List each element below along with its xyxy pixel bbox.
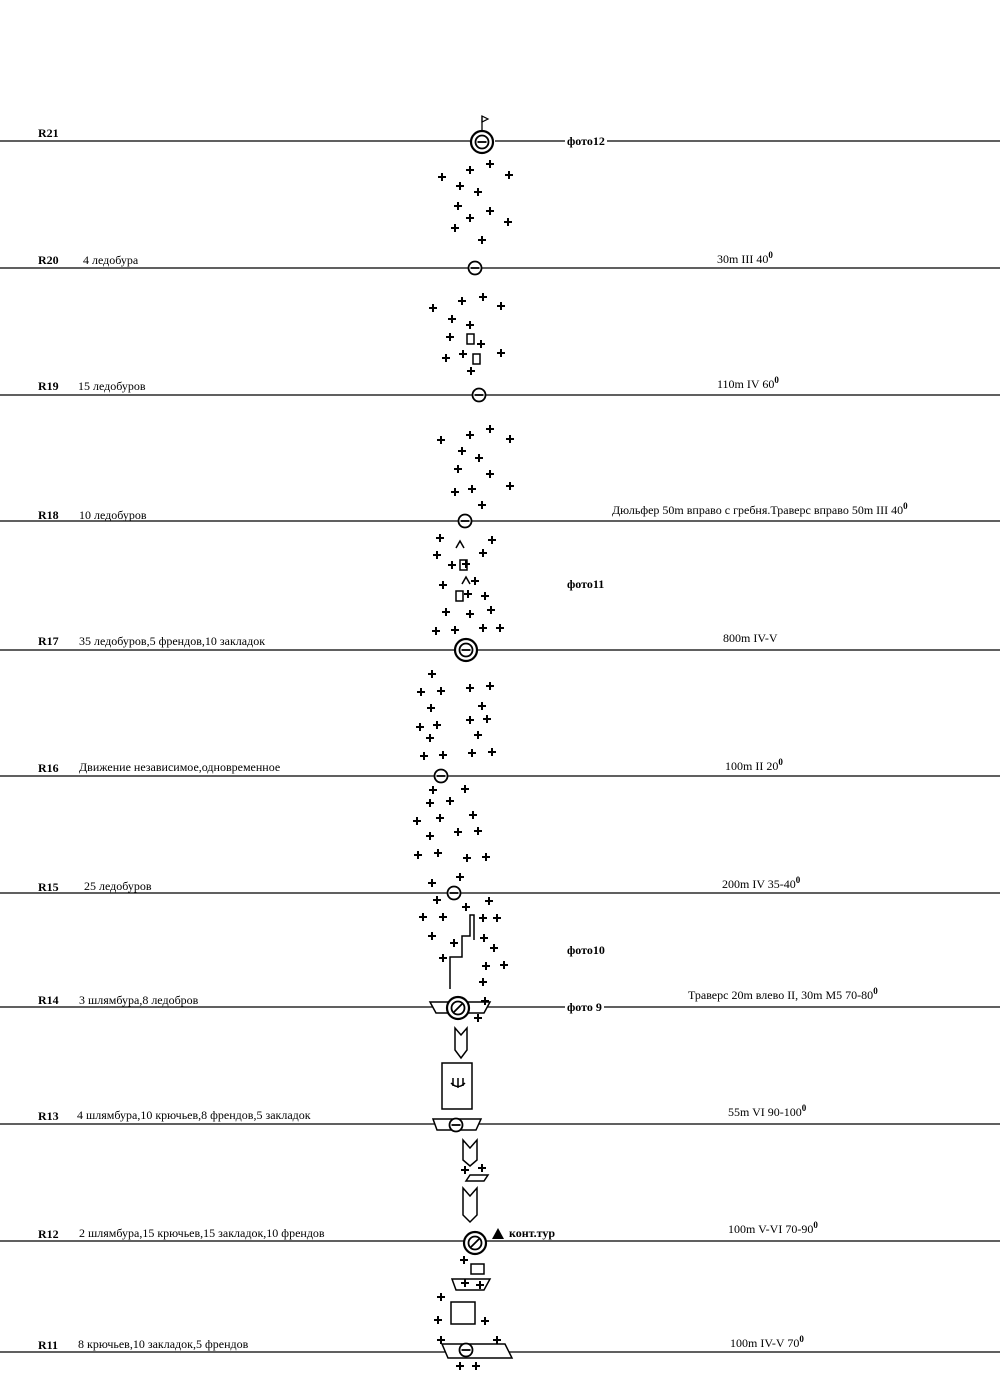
belay-r17-icon: [455, 639, 477, 661]
section-id-r17: R17: [38, 634, 59, 648]
belay-r11-icon: [460, 1344, 473, 1357]
section-id-r20: R20: [38, 253, 59, 267]
corner-crack-icon: [450, 915, 474, 989]
photo-label-12: фото12: [567, 134, 605, 148]
grade-r15: 200m IV $35-40^0$: [722, 875, 801, 891]
small-ledge-icon: [452, 1279, 490, 1290]
grade-r17: 800m IV-V: [723, 631, 778, 645]
equipment-r11: 8 крючьев,10 закладок,5 френдов: [78, 1337, 249, 1351]
photo-label-9: фото 9: [567, 1000, 602, 1014]
grade-r18: Дюльфер 50m вправо с гребня.Траверс вправо 50m III $40^0$: [612, 501, 908, 517]
equipment-r13: 4 шлямбура,10 крючьев,8 френдов,5 закладок: [77, 1108, 311, 1122]
belay-r19-icon: [473, 389, 486, 402]
equipment-r17: 35 ледобуров,5 френдов,10 закладок: [79, 634, 266, 648]
section-id-r19: R19: [38, 379, 59, 393]
rock-block-icon: [456, 591, 463, 601]
section-id-r13: R13: [38, 1109, 59, 1123]
small-ledge-icon: [466, 1175, 488, 1181]
control-cairn-icon: [492, 1228, 504, 1239]
chimney-icon: [463, 1188, 477, 1222]
equipment-r12: 2 шлямбура,15 крючьев,15 закладок,10 френдов: [79, 1226, 325, 1240]
overhang-icon: [451, 1078, 465, 1088]
control-cairn-label: конт.тур: [509, 1226, 556, 1240]
ledge-r11-icon: [442, 1344, 512, 1358]
bolt-belay-r12-icon: [464, 1232, 486, 1254]
section-id-r16: R16: [38, 761, 59, 775]
section-id-r15: R15: [38, 880, 59, 894]
belay-r20-icon: [469, 262, 482, 275]
chimney-icon: [463, 1140, 477, 1166]
grade-r13: 55m VI $90-100^0$: [728, 1103, 807, 1119]
grade-r12: 100m V-VI $70-90^0$: [728, 1220, 818, 1236]
belay-r18-icon: [459, 515, 472, 528]
section-id-r11: R11: [38, 1338, 59, 1352]
belay-r13-icon: [450, 1119, 463, 1132]
rock-block-icon: [473, 354, 480, 364]
grade-r11: 100m IV-V $70^0$: [730, 1334, 804, 1350]
belay-r15-icon: [448, 887, 461, 900]
summit-flag-icon: [482, 116, 488, 131]
chimney-icon: [455, 1028, 467, 1058]
rock-block-icon: [471, 1264, 484, 1274]
section-id-r21: R21: [38, 126, 59, 140]
equipment-r20: 4 ледобура: [83, 253, 139, 267]
terrain-features: [442, 334, 490, 1324]
cornice-icon: [462, 577, 470, 584]
grade-r14: Траверс 20m влево II, 30m М5 $70-80^0$: [688, 986, 878, 1002]
wall-slab-icon: [451, 1302, 475, 1324]
section-id-r18: R18: [38, 508, 59, 522]
bolt-belay-r14-icon: [447, 997, 469, 1019]
equipment-r15: 25 ледобуров: [84, 879, 152, 893]
equipment-r18: 10 ледобуров: [79, 508, 147, 522]
equipment-r19: 15 ледобуров: [78, 379, 146, 393]
grade-r19: 110m IV $60^0$: [717, 375, 779, 391]
grade-r20: 30m III $40^0$: [717, 250, 773, 266]
section-id-r12: R12: [38, 1227, 59, 1241]
belay-station-icons: [430, 131, 512, 1358]
equipment-r16: Движение независимое,одновременное: [79, 760, 281, 774]
belay-r16-icon: [435, 770, 448, 783]
equipment-r14: 3 шлямбура,8 ледобров: [79, 993, 199, 1007]
rock-block-icon: [467, 334, 474, 344]
section-lines: [0, 141, 1000, 1352]
belay-r21-icon: [471, 131, 493, 153]
grade-r16: 100m II $20^0$: [725, 757, 783, 773]
photo-label-10: фото10: [567, 943, 605, 957]
cornice-icon: [456, 541, 464, 548]
photo-label-11: фото11: [567, 577, 605, 591]
section-id-r14: R14: [38, 993, 59, 1007]
